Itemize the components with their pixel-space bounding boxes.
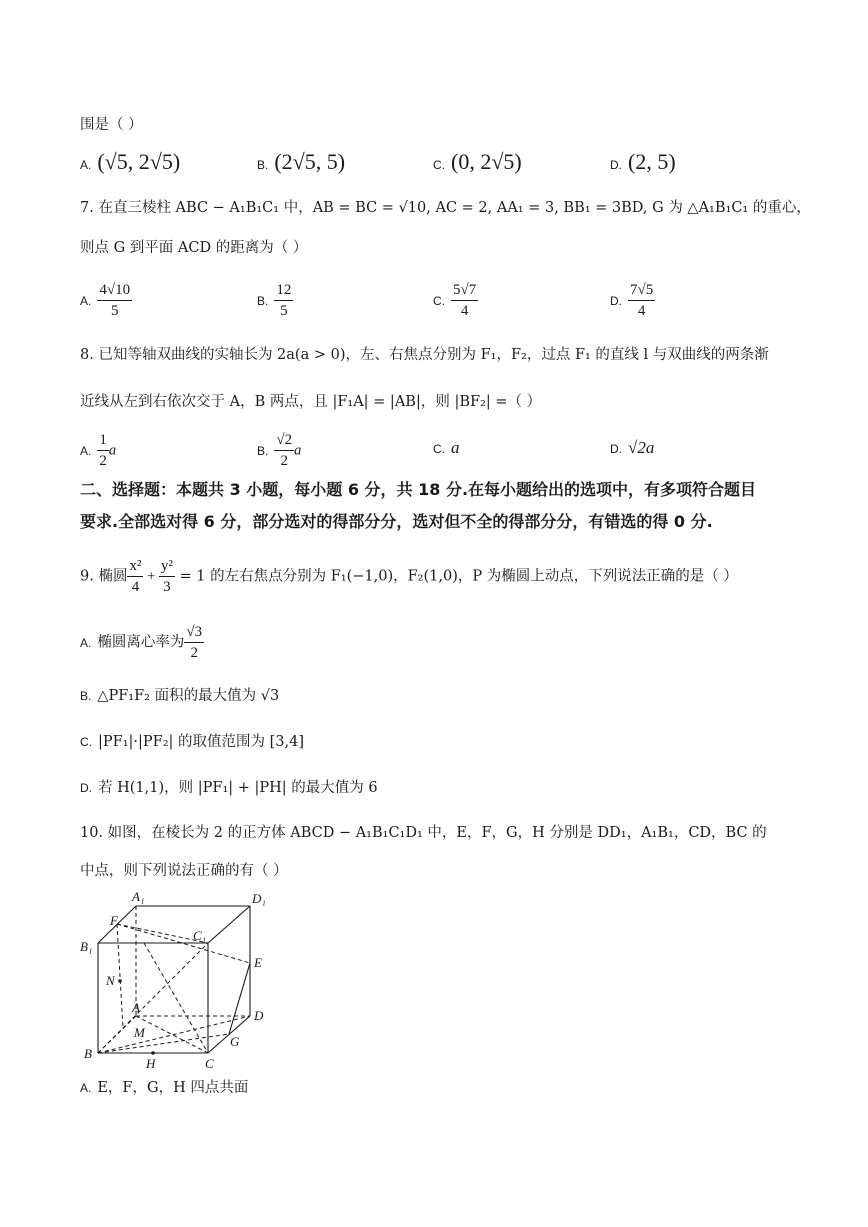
- q7-option-b[interactable]: [257, 280, 293, 321]
- q8-option-d[interactable]: [610, 438, 654, 459]
- q7-option-a[interactable]: [80, 280, 132, 321]
- label-d: D: [254, 1008, 264, 1023]
- numerator: y²: [159, 556, 175, 577]
- fraction: [184, 622, 204, 663]
- label-a1: A₁: [132, 889, 145, 904]
- numerator: √2: [274, 430, 294, 451]
- question-text-post: = 1 的左右焦点分别为 F₁(−1,0)，F₂(1,0)，P 为椭圆上动点，下列说法正确的是（ ）: [179, 568, 738, 585]
- denominator: 3: [163, 579, 171, 595]
- label-g: G: [230, 1034, 240, 1049]
- option-value: √2a: [628, 438, 655, 457]
- question-text: 已知等轴双曲线的实轴长为 2a(a > 0)，左、右焦点分别为 F₁，F₂，过点 F₁ 的直线 l 与双曲线的两条渐: [98, 347, 769, 363]
- option-label: C.: [433, 293, 445, 308]
- option-text: |PF₁|·|PF₂| 的取值范围为 [3,4]: [98, 734, 305, 750]
- option-text: 椭圆离心率为: [97, 634, 185, 651]
- option-label: D.: [80, 781, 92, 795]
- numerator: 1: [97, 430, 109, 451]
- numerator: √3: [184, 622, 204, 643]
- section-heading-line1: 二、选择题：本题共 3 小题，每小题 6 分，共 18 分.在每小题给出的选项中，有多项符合题目: [80, 480, 757, 499]
- q9-option-d[interactable]: [80, 778, 378, 798]
- fraction: [97, 430, 109, 471]
- fraction: [451, 280, 478, 321]
- option-label: A.: [80, 293, 92, 308]
- numerator: 4√10: [97, 280, 132, 301]
- fraction: [274, 430, 294, 471]
- option-value: (2√5, 5): [274, 149, 346, 174]
- label-n: N: [106, 973, 115, 988]
- denominator: 5: [110, 303, 119, 319]
- q9-option-c[interactable]: [80, 732, 304, 752]
- q6-stem-tail: 围是（ ）: [80, 117, 143, 133]
- denominator: 2: [190, 645, 198, 661]
- q7-stem-line2: 则点 G 到平面 ACD 的距离为（ ）: [80, 240, 308, 256]
- point-n: [118, 979, 122, 983]
- q9-option-b[interactable]: [80, 686, 279, 706]
- fraction-y: [159, 556, 175, 597]
- q6-option-c[interactable]: [433, 149, 522, 175]
- option-label: A.: [80, 443, 92, 458]
- label-a: A: [132, 1000, 140, 1015]
- segment-b-g: [98, 1034, 229, 1053]
- option-value: a: [451, 438, 460, 457]
- label-e: E: [254, 955, 262, 970]
- question-number: 8.: [80, 347, 94, 363]
- option-text: E，F，G，H 四点共面: [97, 1080, 249, 1096]
- option-label: B.: [80, 689, 92, 703]
- question-text-pre: 椭圆: [98, 568, 128, 585]
- numerator: 7√5: [628, 280, 655, 301]
- denominator: 5: [280, 303, 288, 319]
- section-heading-line2: 要求.全部选对得 6 分，部分选对的得部分分，选对但不全的得部分分，有错选的得 0 分.: [80, 512, 713, 531]
- question-number: 7.: [80, 200, 94, 216]
- segment-b-d: [98, 1016, 250, 1053]
- option-label: B.: [257, 443, 269, 458]
- segment-f-m: [117, 924, 123, 1028]
- option-value: (2, 5): [628, 149, 676, 174]
- option-label: B.: [257, 158, 269, 172]
- denominator: 2: [99, 453, 107, 469]
- cube-figure: [78, 888, 278, 1074]
- option-text: 若 H(1,1)，则 |PF₁| + |PH| 的最大值为 6: [98, 780, 378, 796]
- q8-option-b[interactable]: [257, 430, 301, 471]
- q6-option-a[interactable]: [80, 149, 181, 175]
- option-label: C.: [433, 158, 445, 172]
- q7-option-d[interactable]: [610, 280, 655, 321]
- label-d1: D₁: [252, 891, 266, 906]
- question-number: 9.: [80, 568, 94, 585]
- q6-option-b[interactable]: [257, 149, 346, 175]
- fraction-x: [127, 556, 143, 597]
- option-label: A.: [80, 635, 92, 650]
- point-h: [151, 1051, 155, 1055]
- numerator: 5√7: [451, 280, 478, 301]
- denominator: 4: [637, 303, 646, 319]
- denominator: 4: [131, 579, 140, 595]
- q7-option-c[interactable]: [433, 280, 478, 321]
- denominator: 2: [280, 453, 288, 469]
- option-label: C.: [80, 735, 92, 749]
- q8-stem-line2: 近线从左到右依次交于 A，B 两点，且 |F₁A| = |AB|，则 |BF₂| =（ ）: [80, 394, 542, 410]
- q10-option-a[interactable]: [80, 1078, 248, 1098]
- option-label: B.: [257, 293, 269, 308]
- q10-stem-line2: 中点，则下列说法正确的有（ ）: [80, 863, 288, 879]
- fraction: [628, 280, 655, 321]
- q8-option-c[interactable]: [433, 438, 460, 459]
- option-value: (0, 2√5): [451, 149, 522, 174]
- variable: a: [108, 442, 117, 459]
- denominator: 4: [460, 303, 469, 319]
- option-label: C.: [433, 442, 445, 456]
- segment-b-c1: [98, 943, 208, 1053]
- question-text: 在直三棱柱 ABC − A₁B₁C₁ 中，AB = BC = √10, AC = 2, AA₁ = 3, BB₁ = 3BD, G 为 △A₁B₁C₁ 的重心，: [98, 200, 811, 216]
- question-text: 如图，在棱长为 2 的正方体 ABCD − A₁B₁C₁D₁ 中，E，F，G，H 分别是 DD₁，A₁B₁，CD，BC 的: [107, 825, 767, 841]
- label-c1: C₁: [193, 928, 207, 943]
- option-text: △PF₁F₂ 面积的最大值为 √3: [97, 688, 280, 704]
- label-m: M: [134, 1025, 145, 1040]
- numerator: x²: [127, 556, 143, 577]
- q8-stem-line1: [80, 345, 769, 365]
- option-label: D.: [610, 158, 622, 172]
- option-label: A.: [80, 1081, 92, 1095]
- q7-stem-line1: [80, 198, 811, 218]
- numerator: 12: [274, 280, 293, 301]
- option-value: (√5, 2√5): [97, 149, 181, 174]
- edge-c1-d1: [208, 906, 250, 943]
- variable: a: [294, 442, 302, 459]
- q8-option-a[interactable]: [80, 430, 116, 471]
- label-b1: B₁: [80, 939, 93, 954]
- segment-e-g: [229, 963, 250, 1034]
- label-h: H: [146, 1056, 156, 1071]
- question-number: 10.: [80, 825, 104, 841]
- q9-option-a[interactable]: [80, 622, 204, 663]
- q6-option-d[interactable]: [610, 149, 676, 175]
- label-c: C: [205, 1056, 214, 1071]
- fraction: [274, 280, 293, 321]
- q10-stem-line1: [80, 823, 767, 843]
- option-label: D.: [610, 293, 622, 308]
- option-label: D.: [610, 442, 622, 456]
- label-f: F: [110, 913, 118, 928]
- q9-stem: 9. 椭圆 $\frac{\text{x²}}{4}$ + $\frac{\text{y²}}{3}$ = 1 的左右焦点分别为 F₁(−1,0)，F₂(1,0)，P 为椭圆上动点，下列说法正确的是（ ）: [80, 558, 738, 595]
- option-label: A.: [80, 158, 92, 172]
- fraction: [97, 280, 132, 321]
- label-b: B: [84, 1046, 92, 1061]
